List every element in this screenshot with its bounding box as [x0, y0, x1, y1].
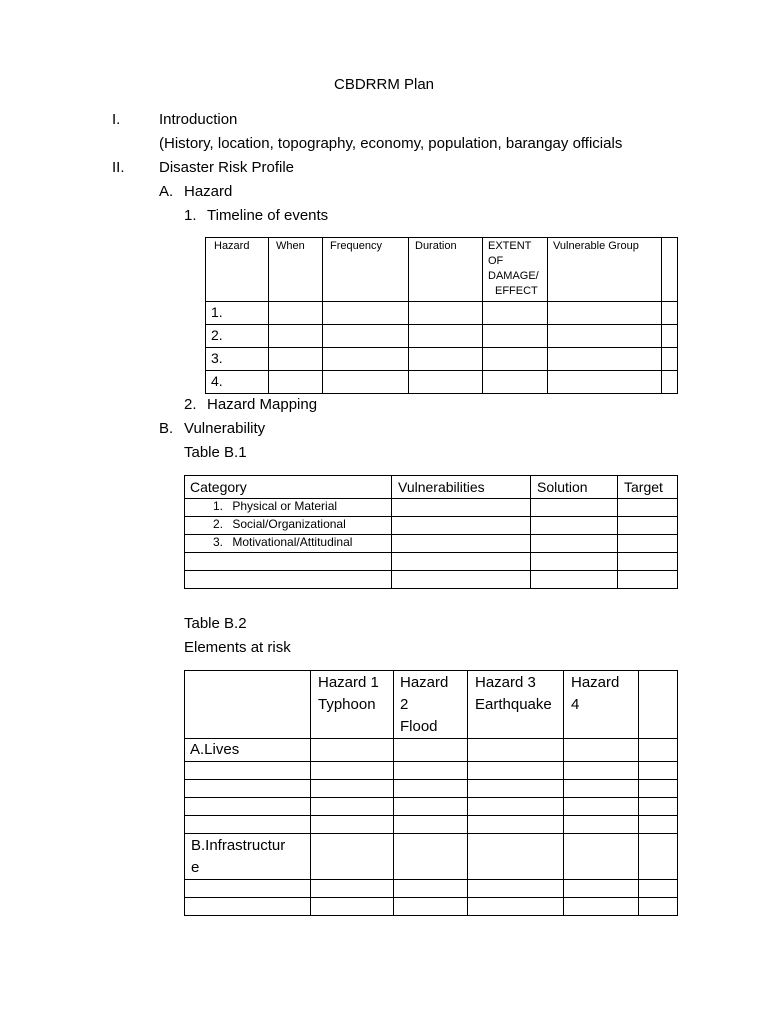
table-row — [185, 880, 678, 898]
table-row — [185, 762, 678, 780]
header-line: 4 — [571, 696, 580, 713]
table-cell[interactable] — [618, 517, 678, 535]
table-cell[interactable] — [311, 780, 394, 798]
table-cell[interactable] — [311, 834, 394, 880]
timeline-header-extent — [483, 238, 548, 302]
header-line: 2 — [400, 696, 409, 713]
table-cell[interactable] — [564, 834, 639, 880]
table-cell[interactable] — [639, 762, 678, 780]
header-line: Hazard — [571, 674, 620, 691]
header-line: Hazard — [400, 674, 449, 691]
table-cell[interactable] — [639, 834, 678, 880]
table-cell[interactable] — [323, 348, 409, 371]
header-line: Earthquake — [475, 696, 552, 713]
page-title: CBDRRM Plan — [333, 76, 435, 93]
table-cell[interactable] — [409, 325, 483, 348]
section-ii-number: II. — [112, 159, 125, 176]
extent-line: EXTENT — [488, 240, 532, 252]
category-label: Social/Organizational — [232, 517, 346, 531]
timeline-row-number: 4. — [206, 371, 269, 394]
timeline-row-number: 3. — [206, 348, 269, 371]
table-cell[interactable] — [564, 816, 639, 834]
table-cell[interactable] — [483, 325, 548, 348]
table-b2-label: Table B.2 — [184, 615, 247, 632]
table-b2-subtitle: Elements at risk — [184, 639, 291, 656]
table-cell[interactable] — [311, 880, 394, 898]
section-i-description: (History, location, topography, economy, population, barangay officials — [159, 135, 623, 152]
table-cell[interactable] — [311, 739, 394, 762]
timeline-table — [205, 237, 678, 394]
table-cell[interactable] — [392, 553, 531, 571]
table-cell[interactable] — [323, 325, 409, 348]
table-cell[interactable] — [564, 780, 639, 798]
table-cell[interactable] — [639, 816, 678, 834]
table-cell[interactable] — [269, 371, 323, 394]
table-cell[interactable] — [564, 739, 639, 762]
table-cell[interactable] — [185, 762, 311, 780]
table-b1-header-row — [185, 476, 678, 499]
table-b2-header-blank — [185, 671, 311, 739]
subsection-a-label: Hazard — [184, 183, 233, 200]
header-line: Flood — [400, 718, 438, 735]
table-cell[interactable] — [548, 302, 662, 325]
table-cell[interactable] — [409, 302, 483, 325]
extent-line: EFFECT — [495, 285, 538, 297]
table-b2-header-hazard4 — [564, 671, 639, 739]
item-a2-label: Hazard Mapping — [207, 396, 318, 413]
table-cell[interactable] — [394, 780, 468, 798]
table-cell[interactable] — [311, 816, 394, 834]
table-b2-header-extra — [639, 671, 678, 739]
table-cell[interactable] — [639, 880, 678, 898]
table-cell[interactable] — [409, 371, 483, 394]
timeline-header-vulnerable-group: Vulnerable Group — [548, 238, 662, 302]
table-b1-category — [185, 499, 392, 517]
table-cell[interactable] — [548, 371, 662, 394]
table-cell[interactable] — [394, 816, 468, 834]
table-cell[interactable] — [323, 371, 409, 394]
table-row — [185, 553, 678, 571]
table-cell[interactable] — [185, 798, 311, 816]
table-cell[interactable] — [618, 499, 678, 517]
timeline-row-number: 2. — [206, 325, 269, 348]
table-row — [206, 348, 678, 371]
table-b2-row-lives: A.Lives — [185, 739, 311, 762]
table-cell[interactable] — [564, 762, 639, 780]
table-cell[interactable] — [392, 571, 531, 589]
table-cell[interactable] — [662, 348, 678, 371]
header-line: Hazard 1 — [318, 674, 379, 691]
item-a2-number: 2. — [184, 396, 197, 413]
table-cell[interactable] — [639, 798, 678, 816]
category-number: 2. — [213, 517, 224, 531]
table-b1-header-category: Category — [185, 476, 392, 499]
subsection-a-number: A. — [159, 183, 174, 200]
table-cell[interactable] — [564, 880, 639, 898]
table-row — [206, 325, 678, 348]
table-b2-header-hazard1 — [311, 671, 394, 739]
table-cell[interactable] — [185, 816, 311, 834]
table-b2-header-hazard2 — [394, 671, 468, 739]
header-line: Typhoon — [318, 696, 376, 713]
table-cell[interactable] — [564, 798, 639, 816]
table-cell[interactable] — [311, 898, 394, 916]
timeline-header-duration: Duration — [409, 238, 483, 302]
table-cell[interactable] — [185, 898, 311, 916]
table-cell[interactable] — [662, 325, 678, 348]
table-row — [185, 739, 678, 762]
table-cell[interactable] — [269, 348, 323, 371]
section-ii-label: Disaster Risk Profile — [159, 159, 295, 176]
table-b1-category — [185, 535, 392, 553]
section-i-label: Introduction — [159, 111, 238, 128]
category-number: 1. — [213, 499, 224, 513]
table-row — [185, 571, 678, 589]
table-cell[interactable] — [564, 898, 639, 916]
table-cell[interactable] — [639, 898, 678, 916]
table-cell[interactable] — [548, 348, 662, 371]
timeline-header-when: When — [269, 238, 323, 302]
table-row — [185, 898, 678, 916]
table-b1-header-target: Target — [618, 476, 678, 499]
table-cell[interactable] — [483, 302, 548, 325]
table-cell[interactable] — [531, 517, 618, 535]
table-cell[interactable] — [639, 780, 678, 798]
extent-line: OF — [488, 255, 504, 267]
extent-line: DAMAGE/ — [488, 270, 539, 282]
table-cell[interactable] — [531, 571, 618, 589]
category-number: 3. — [213, 535, 224, 549]
table-cell[interactable] — [394, 880, 468, 898]
table-cell[interactable] — [662, 371, 678, 394]
subsection-b-number: B. — [159, 420, 174, 437]
table-row — [185, 780, 678, 798]
table-cell[interactable] — [392, 499, 531, 517]
table-cell[interactable] — [392, 517, 531, 535]
table-cell[interactable] — [531, 499, 618, 517]
table-row — [206, 302, 678, 325]
table-b1-category — [185, 517, 392, 535]
table-cell[interactable] — [468, 798, 564, 816]
table-row — [206, 371, 678, 394]
header-line: Hazard 3 — [475, 674, 536, 691]
row-label-line: B.Infrastructur — [191, 837, 286, 854]
table-cell[interactable] — [618, 535, 678, 553]
category-label: Motivational/Attitudinal — [232, 535, 353, 549]
table-row — [185, 798, 678, 816]
table-cell[interactable] — [394, 798, 468, 816]
table-b2-header-row — [185, 671, 678, 739]
table-cell[interactable] — [394, 834, 468, 880]
table-cell[interactable] — [468, 898, 564, 916]
timeline-header-row — [206, 238, 678, 302]
table-b1-header-vulnerabilities: Vulnerabilities — [392, 476, 531, 499]
table-row — [185, 517, 678, 535]
table-cell[interactable] — [269, 325, 323, 348]
table-cell[interactable] — [311, 798, 394, 816]
table-b1-header-solution: Solution — [531, 476, 618, 499]
table-cell[interactable] — [185, 780, 311, 798]
table-b2-header-hazard3 — [468, 671, 564, 739]
table-cell[interactable] — [394, 739, 468, 762]
timeline-header-extra — [662, 238, 678, 302]
table-cell[interactable] — [394, 762, 468, 780]
table-cell[interactable] — [468, 780, 564, 798]
table-cell[interactable] — [468, 816, 564, 834]
table-cell[interactable] — [468, 834, 564, 880]
table-cell[interactable] — [394, 898, 468, 916]
table-cell[interactable] — [409, 348, 483, 371]
row-label-line: e — [191, 859, 200, 876]
table-cell[interactable] — [269, 302, 323, 325]
table-cell[interactable] — [468, 739, 564, 762]
section-i-number: I. — [112, 111, 121, 128]
table-cell[interactable] — [185, 553, 392, 571]
table-cell[interactable] — [531, 535, 618, 553]
timeline-header-frequency: Frequency — [323, 238, 409, 302]
item-a1-number: 1. — [184, 207, 197, 224]
table-b2-row-infrastructure — [185, 834, 311, 880]
table-cell[interactable] — [185, 571, 392, 589]
table-cell[interactable] — [618, 553, 678, 571]
table-cell[interactable] — [468, 880, 564, 898]
table-cell[interactable] — [618, 571, 678, 589]
table-cell[interactable] — [392, 535, 531, 553]
table-cell[interactable] — [323, 302, 409, 325]
table-row — [185, 834, 678, 880]
item-a1-label: Timeline of events — [207, 207, 329, 224]
timeline-header-hazard: Hazard — [206, 238, 269, 302]
table-cell[interactable] — [662, 302, 678, 325]
table-cell[interactable] — [531, 553, 618, 571]
timeline-row-number: 1. — [206, 302, 269, 325]
table-row — [185, 535, 678, 553]
table-cell[interactable] — [311, 762, 394, 780]
table-b1 — [184, 475, 678, 589]
category-label: Physical or Material — [232, 499, 338, 513]
table-cell[interactable] — [185, 880, 311, 898]
table-row — [185, 816, 678, 834]
table-cell[interactable] — [468, 762, 564, 780]
table-row — [185, 499, 678, 517]
table-b2 — [184, 670, 678, 916]
table-b1-label: Table B.1 — [184, 444, 247, 461]
table-cell[interactable] — [483, 371, 548, 394]
subsection-b-label: Vulnerability — [184, 420, 266, 437]
table-cell[interactable] — [639, 739, 678, 762]
table-cell[interactable] — [483, 348, 548, 371]
table-cell[interactable] — [548, 325, 662, 348]
